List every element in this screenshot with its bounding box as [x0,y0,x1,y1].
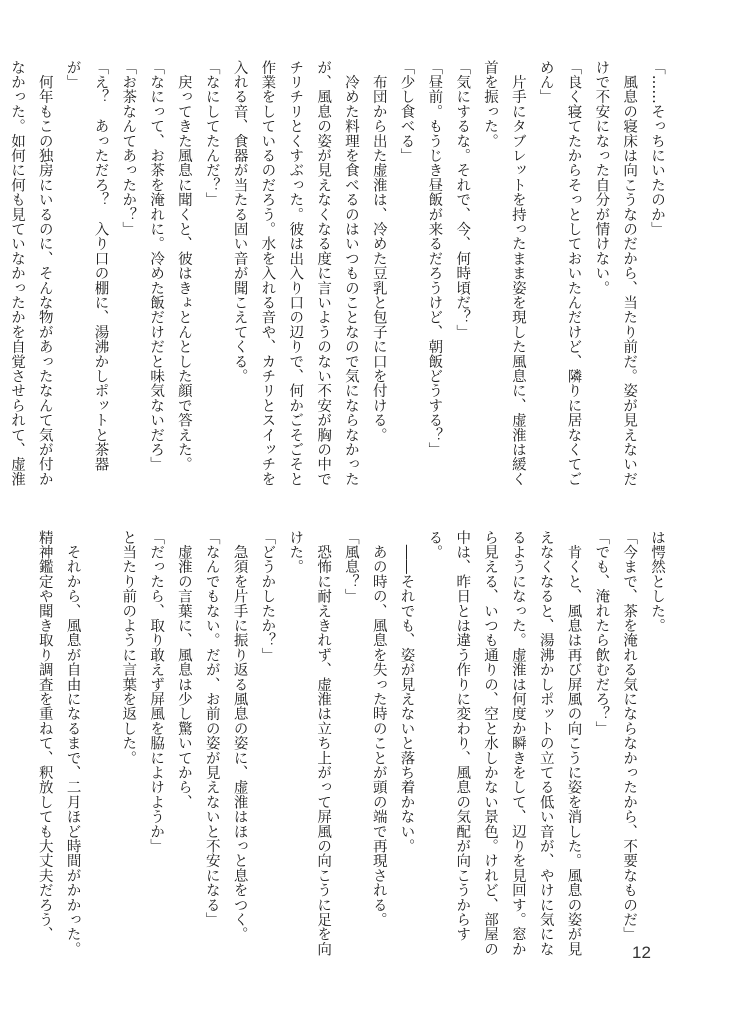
paragraph: 虚淮の言葉に、風息は少し驚いてから、 [175,530,192,810]
paragraph: 「昼前。もうじき昼飯が来るだろうけど、朝飯どうする？」 [426,60,443,457]
page-number: 12 [632,943,651,962]
paragraph: 「だったら、取り敢えず屏風を脇によけようか」 [148,530,165,854]
upper-text-block [8,60,670,493]
paragraph: 「風息？」 [342,530,359,604]
paragraph: 布団から出た虚淮は、冷めた豆乳と包子に口を付ける。 [370,60,387,443]
paragraph: 「お茶なんてあったか？」 [120,60,137,237]
paragraph: それから、風息が自由になるまで、二月ほど時間がかかった。精神鑑定や聞き取り調査を重ねて、釈放しても大丈夫だろう、 [36,530,81,957]
paragraph: 「なにって、お茶を淹れに。冷めた飯だけだと味気ないだろ」 [148,60,165,472]
paragraph: 恐怖に耐えきれず、虚淮は立ち上がって屏風の向こうに足を向けた。 [287,530,332,957]
paragraph: 片手にタブレットを持ったまま姿を現した風息に、虚淮は緩く首を振った。 [482,60,526,487]
paragraph: 「どうかしたか？」 [259,530,276,663]
paragraph: 「少し食べる」 [398,60,415,163]
paragraph: 急須を片手に振り返る風息の姿に、虚淮はほっと息をつく。 [231,530,248,942]
paragraph: 冷めた料理を食べるのはいつものことなので気にならなかったが、風息の姿が見えなくなる度に言いようのない不安が胸の中でチリチリとくすぶった。彼は出入り口の辺りで、何かごそごそと作業をしているのだろう。水を入れる音や、カチリとスイッチを入れる音、食器が当たる固い音が聞こえてくる。 [231,60,359,487]
paragraph: ――それでも、姿が見えないと落ち着かない。 [398,530,415,854]
paragraph: 風息の寝床は向こうなのだから、当たり前だ。姿が見えないだけで不安になった自分が情けない。 [593,60,638,487]
paragraph: 「なんでもない。だが、お前の姿が見えないと不安になる」 [203,530,220,927]
paragraph: 「……そっちにいたのか」 [649,60,665,237]
paragraph: は愕然とした。 [649,530,665,633]
paragraph: 「今まで、茶を淹れる気にならなかったから、不要なものだ」 [621,530,638,942]
paragraph: 「気にするな。それで、今、何時頃だ？」 [454,60,471,340]
paragraph: 「でも、淹れたら飲むだろ？」 [593,530,610,736]
paragraph: あの時の、風息を失った時のことが頭の端で再現される。 [370,530,387,927]
blank-line [86,530,114,960]
lower-text-block [36,530,670,960]
paragraph: 肯くと、風息は再び屏風の向こうに姿を消した。風息の姿が見えなくなると、湯沸かしポットの立てる低い音が、やけに気になるようになった。虚淮は何度か瞬きをして、辺りを見回す。窓から見える、いつも通りの、空と水しかない景色。けれど、部屋の中は、昨日とは違う作りに変わり、風息の気配が向こうからする。 [426,530,582,957]
paragraph: 何年もこの独房にいるのに、そんな物があったなんて気が付かなかった。如何に何も見ていなかったかを自覚させられて、虚淮 [8,60,53,487]
paragraph: 「なにしてたんだ？」 [203,60,220,207]
paragraph: と当たり前のように言葉を返した。 [120,530,137,766]
paragraph: 戻ってきた風息に聞くと、彼はきょとんとした顔で答えた。 [175,60,192,472]
paragraph: 「良く寝てたからそっとしておいたんだけど、隣りに居なくてごめん」 [537,60,582,487]
paragraph: 「え？ あっただろ？ 入り口の棚に、湯沸かしポットと茶器が」 [64,60,109,472]
